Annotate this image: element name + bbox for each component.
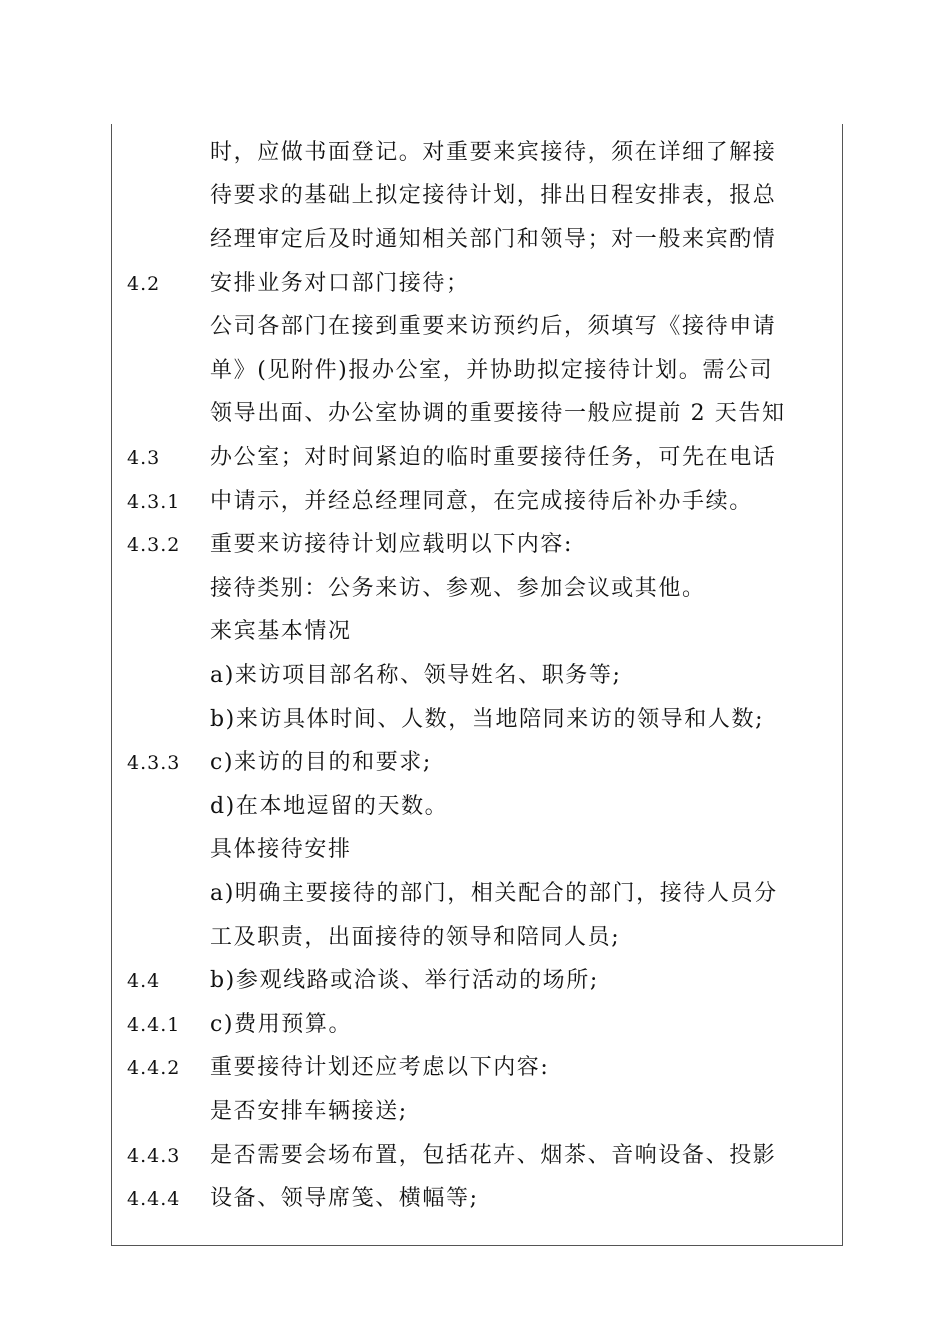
line-text: 重要接待计划还应考虑以下内容: (210, 1055, 550, 1080)
line-text: 安排业务对口部门接待； (210, 271, 470, 296)
text-line (0, 748, 950, 778)
text-line (0, 574, 950, 604)
line-text: b)来访具体时间、人数，当地陪同来访的领导和人数; (210, 707, 765, 732)
line-text: 具体接待安排 (210, 837, 352, 862)
text-line (0, 705, 950, 735)
text-line (0, 269, 950, 299)
text-line (0, 530, 950, 560)
line-text: 待要求的基础上拟定接待计划，排出日程安排表，报总 (210, 183, 777, 208)
line-text: 领导出面、办公室协调的重要接待一般应提前 2 天告知 (210, 401, 786, 426)
text-line (0, 312, 950, 342)
section-number: 4.4.3 (127, 1145, 181, 1167)
text-line (0, 181, 950, 211)
text-line (0, 617, 950, 647)
line-text: 中请示，并经总经理同意，在完成接待后补办手续。 (210, 489, 753, 514)
text-line (0, 1053, 950, 1083)
section-number: 4.2 (127, 273, 161, 295)
text-line (0, 1141, 950, 1171)
line-text: 办公室；对时间紧迫的临时重要接待任务，可先在电话 (210, 445, 777, 470)
line-text: 单》(见附件)报办公室，并协助拟定接待计划。需公司 (210, 358, 774, 383)
line-text: 来宾基本情况 (210, 619, 352, 644)
section-number: 4.3.3 (127, 752, 181, 774)
text-line (0, 879, 950, 909)
text-line (0, 923, 950, 953)
line-text: 是否需要会场布置，包括花卉、烟茶、音响设备、投影 (210, 1143, 777, 1168)
section-number: 4.4.1 (127, 1014, 181, 1036)
line-text: a)来访项目部名称、领导姓名、职务等; (210, 663, 622, 688)
section-number: 4.4 (127, 970, 161, 992)
line-text: c)费用预算。 (210, 1012, 353, 1037)
text-line (0, 356, 950, 386)
text-line (0, 487, 950, 517)
section-number: 4.3.2 (127, 534, 181, 556)
line-text: 接待类别：公务来访、参观、参加会议或其他。 (210, 576, 706, 601)
line-text: 工及职责，出面接待的领导和陪同人员; (210, 925, 621, 950)
line-text: b)参观线路或洽谈、举行活动的场所; (210, 968, 599, 993)
line-text: 时，应做书面登记。对重要来宾接待，须在详细了解接 (210, 140, 777, 165)
line-text: 经理审定后及时通知相关部门和领导；对一般来宾酌情 (210, 227, 777, 252)
line-text: 设备、领导席笺、横幅等; (210, 1186, 479, 1211)
text-line (0, 1010, 950, 1040)
line-text: c)来访的目的和要求; (210, 750, 432, 775)
text-line (0, 1184, 950, 1214)
line-text: d)在本地逗留的天数。 (210, 794, 449, 819)
text-line (0, 138, 950, 168)
text-line (0, 792, 950, 822)
text-line (0, 443, 950, 473)
text-line (0, 835, 950, 865)
line-text: 重要来访接待计划应载明以下内容: (210, 532, 574, 557)
section-number: 4.4.4 (127, 1188, 181, 1210)
text-line (0, 661, 950, 691)
line-text: 是否安排车辆接送; (210, 1099, 408, 1124)
section-number: 4.3 (127, 447, 161, 469)
line-text: 公司各部门在接到重要来访预约后，须填写《接待申请 (210, 314, 777, 339)
section-number: 4.3.1 (127, 491, 181, 513)
text-line (0, 1097, 950, 1127)
line-text: a)明确主要接待的部门，相关配合的部门，接待人员分 (210, 881, 778, 906)
text-line (0, 225, 950, 255)
section-number: 4.4.2 (127, 1057, 181, 1079)
text-line (0, 399, 950, 429)
text-line (0, 966, 950, 996)
